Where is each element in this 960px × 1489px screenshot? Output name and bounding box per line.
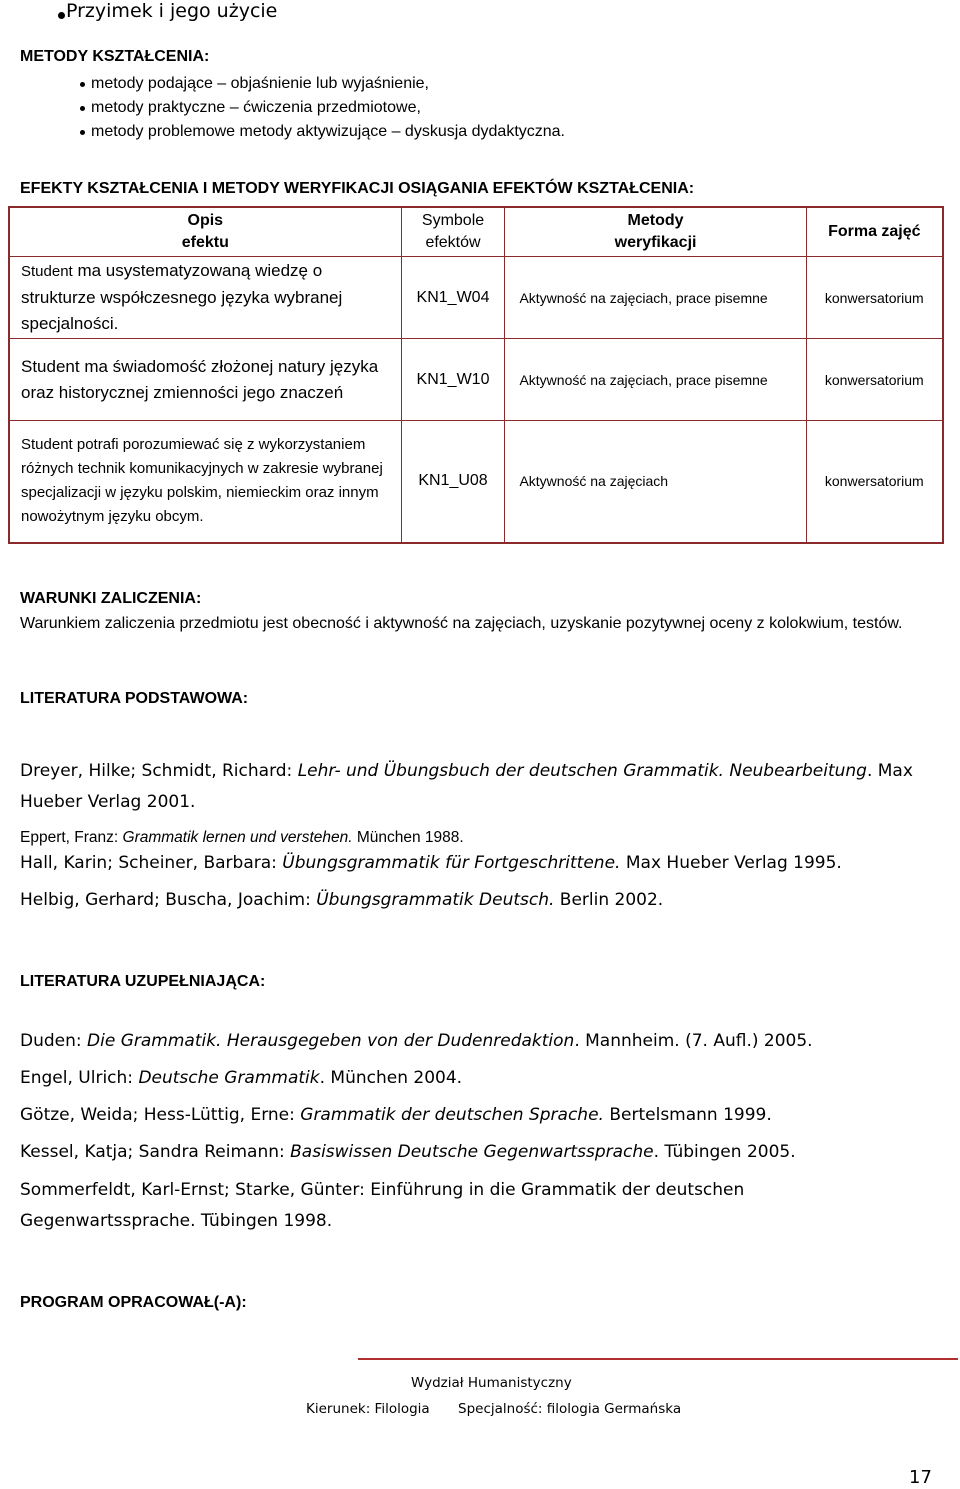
footer-specialty: Specjalność: filologia Germańska [458, 1401, 682, 1417]
reference-item: Eppert, Franz: Grammatik lernen und verstehen. München 1988. [20, 829, 464, 846]
effect-symbol: KN1_W04 [401, 257, 505, 339]
effect-symbol: KN1_W10 [401, 339, 505, 421]
footer-direction: Kierunek: Filologia [306, 1401, 430, 1417]
conditions-text: Warunkiem zaliczenia przedmiotu jest obecność i aktywność na zajęciach, uzyskanie pozytywnej oceny z kolokwium, testów. [20, 615, 903, 632]
reference-item: Dreyer, Hilke; Schmidt, Richard: Lehr- und Übungsbuch der deutschen Grammatik. Neubearbeitung. Max Hueber Verlag 2001. [20, 761, 913, 812]
effect-symbol: KN1_U08 [401, 421, 505, 543]
bullet-icon [80, 106, 85, 111]
reference-item: Götze, Weida; Hess-Lüttig, Erne: Grammatik der deutschen Sprache. Bertelsmann 1999. [20, 1105, 772, 1125]
reference-item: Helbig, Gerhard; Buscha, Joachim: Übungsgrammatik Deutsch. Berlin 2002. [20, 890, 664, 910]
basic-literature-heading: LITERATURA PODSTAWOWA: [20, 690, 249, 707]
list-item: metody podające – objaśnienie lub wyjaśnienie, [78, 72, 565, 96]
reference-item: Hall, Karin; Scheiner, Barbara: Übungsgrammatik für Fortgeschrittene. Max Hueber Verlag 1995. [20, 853, 842, 873]
bullet-icon [80, 130, 85, 135]
header-opis: Opis efektu [9, 207, 401, 257]
reference-item: Kessel, Katja; Sandra Reimann: Basiswissen Deutsche Gegenwartssprache. Tübingen 2005. [20, 1142, 796, 1162]
effect-method: Aktywność na zajęciach [505, 421, 806, 543]
effect-description: Student ma usystematyzowaną wiedzę o strukturze współczesnego języka wybranej specjalności. [9, 257, 401, 339]
effect-form: konwersatorium [806, 339, 943, 421]
conditions-heading: WARUNKI ZALICZENIA: [20, 590, 202, 607]
effects-heading: EFEKTY KSZTAŁCENIA I METODY WERYFIKACJI OSIĄGANIA EFEKTÓW KSZTAŁCENIA: [20, 180, 695, 197]
effect-method: Aktywność na zajęciach, prace pisemne [505, 339, 806, 421]
effect-method: Aktywność na zajęciach, prace pisemne [505, 257, 806, 339]
effect-description: Student potrafi porozumiewać się z wykorzystaniem różnych technik komunikacyjnych w zakresie wybranej specjalizacji w języku polskim, niemieckim oraz innym nowożytnym języku obcym. [9, 421, 401, 543]
bullet-icon [80, 82, 85, 87]
methods-heading: METODY KSZTAŁCENIA: [20, 48, 210, 65]
effect-form: konwersatorium [806, 421, 943, 543]
header-symbole: Symbole efektów [401, 207, 505, 257]
reference-item: Engel, Ulrich: Deutsche Grammatik. München 2004. [20, 1068, 463, 1088]
page-number: 17 [909, 1467, 932, 1488]
table-row [9, 257, 943, 339]
list-item: metody praktyczne – ćwiczenia przedmiotowe, [78, 96, 565, 120]
reference-item: Sommerfeldt, Karl-Ernst; Starke, Günter: Einführung in die Grammatik der deutschen Gegenwartssprache. Tübingen 1998. [20, 1180, 745, 1231]
topic-title: Przyimek i jego użycie [66, 0, 278, 22]
methods-list [78, 72, 565, 144]
reference-item: Duden: Die Grammatik. Herausgegeben von der Dudenredaktion. Mannheim. (7. Aufl.) 2005. [20, 1031, 813, 1051]
table-header-row [9, 207, 943, 257]
effect-description: Student ma świadomość złożonej natury języka oraz historycznej zmienności jego znaczeń [9, 339, 401, 421]
program-author-heading: PROGRAM OPRACOWAŁ(-A): [20, 1294, 247, 1311]
list-item: metody problemowe metody aktywizujące – dyskusja dydaktyczna. [78, 120, 565, 144]
footer-faculty: Wydział Humanistyczny [411, 1375, 572, 1391]
table-row [9, 339, 943, 421]
supplementary-literature-heading: LITERATURA UZUPEŁNIAJĄCA: [20, 973, 266, 990]
effect-form: konwersatorium [806, 257, 943, 339]
header-forma: Forma zajęć [806, 207, 943, 257]
header-metody: Metody weryfikacji [505, 207, 806, 257]
effects-table [8, 206, 944, 544]
table-row [9, 421, 943, 543]
footer-divider [358, 1358, 958, 1360]
bullet-icon [58, 12, 65, 19]
